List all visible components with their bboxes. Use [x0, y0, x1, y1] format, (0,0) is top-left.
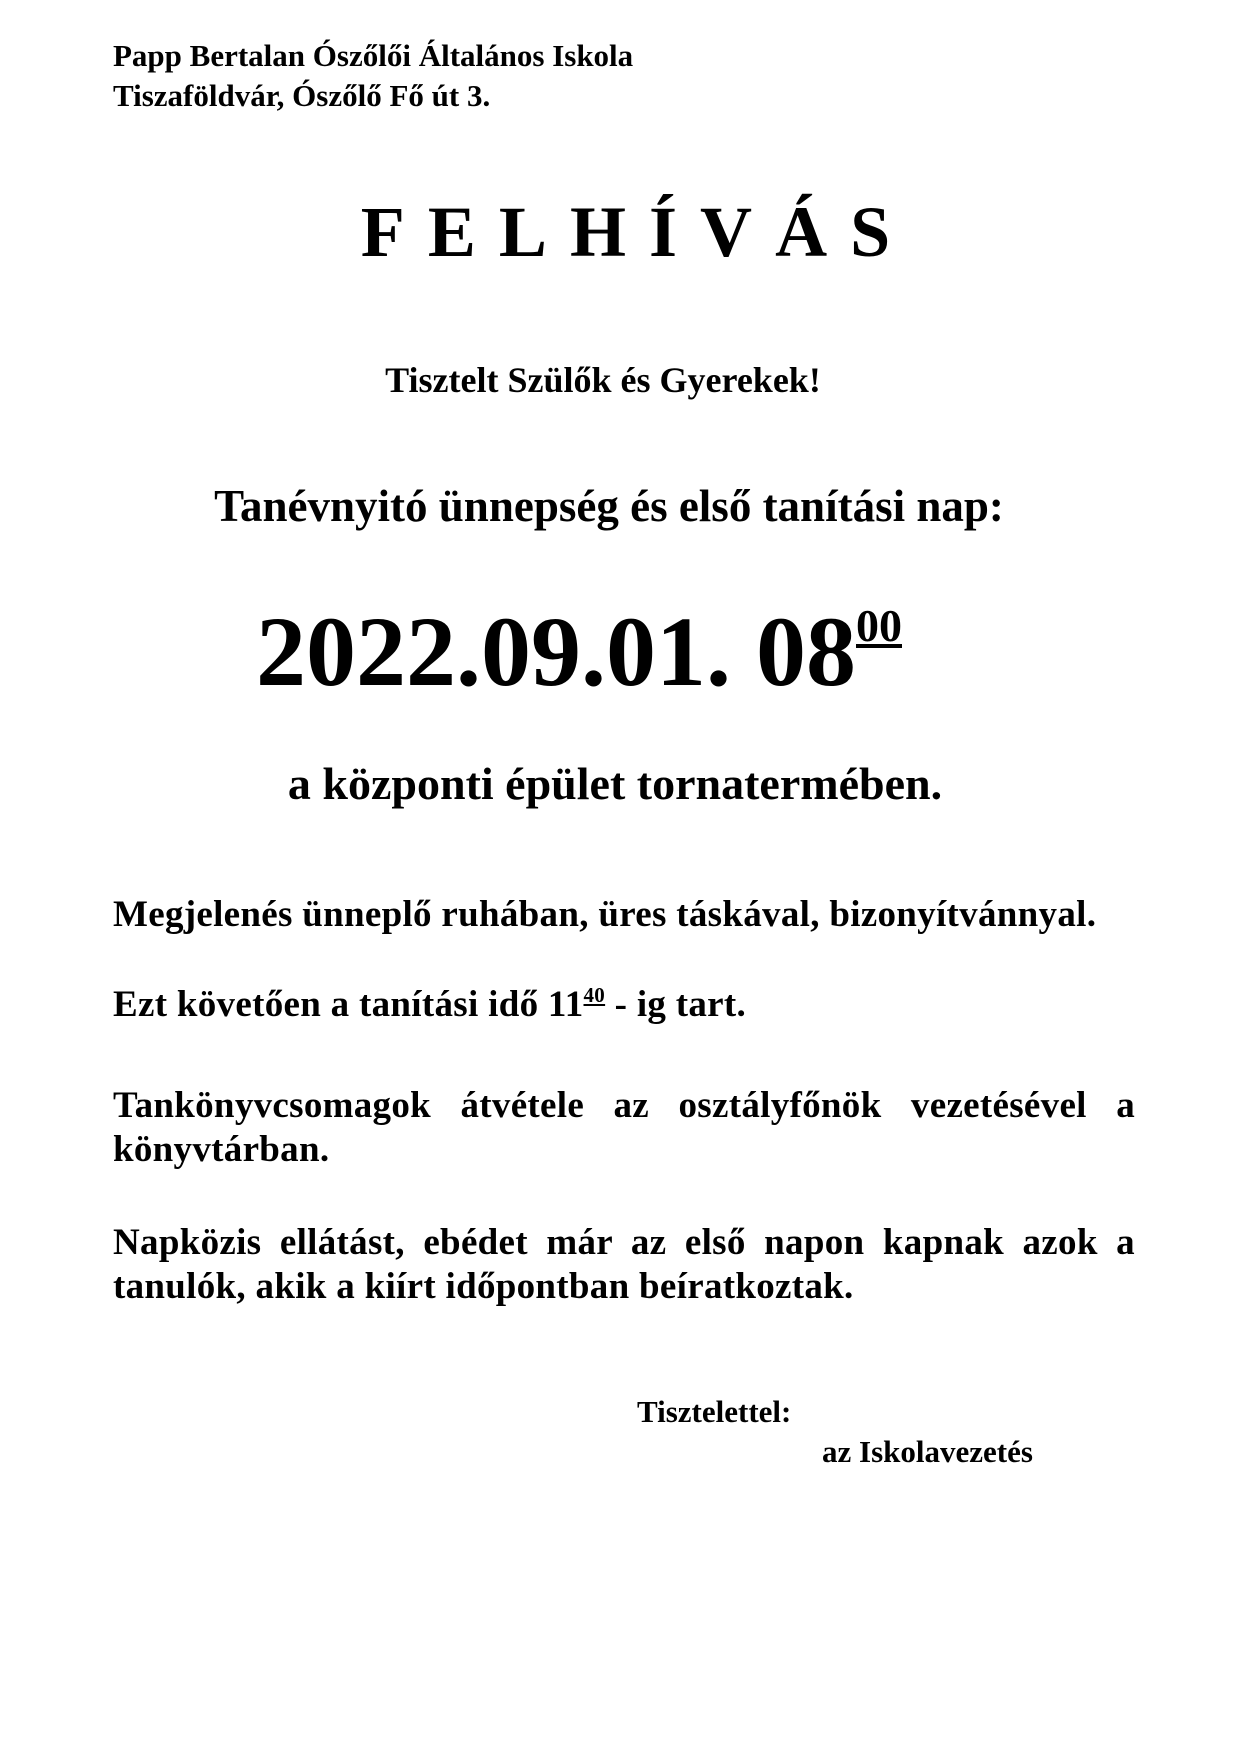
event-heading: Tanévnyitó ünnepség és első tanítási nap: [214, 481, 1004, 531]
page-title: FELHÍVÁS [360, 192, 914, 272]
end-time-paragraph [113, 983, 1135, 1027]
signature: az Iskolavezetés [822, 1434, 1033, 1469]
greeting: Tisztelt Szülők és Gyerekek! [385, 360, 821, 400]
lunch-paragraph: Napközis ellátást, ebédet már az első napon kapnak azok a tanulók, akik a kiírt időpontban beíratkoztak. [113, 1222, 1135, 1307]
dress-code-paragraph: Megjelenés ünneplő ruhában, üres táskával, bizonyítvánnyal. [113, 894, 1097, 935]
event-date-hour: 2022.09.01. 08 [256, 596, 856, 707]
event-location: a központi épület tornatermében. [287, 758, 943, 809]
end-time-minutes: 40 [583, 983, 606, 1007]
event-datetime [256, 597, 902, 707]
school-name: Papp Bertalan Ószőlői Általános Iskola [113, 38, 634, 73]
end-time-prefix: Ezt követően a tanítási idő 11 [113, 984, 584, 1025]
event-minutes: 00 [856, 600, 902, 651]
school-address: Tiszaföldvár, Ószőlő Fő út 3. [113, 78, 491, 113]
closing-salutation: Tisztelettel: [637, 1394, 792, 1429]
end-time-suffix: - ig tart. [605, 984, 747, 1025]
textbooks-paragraph: Tankönyvcsomagok átvétele az osztályfőnök vezetésével a könyvtárban. [113, 1085, 1135, 1170]
